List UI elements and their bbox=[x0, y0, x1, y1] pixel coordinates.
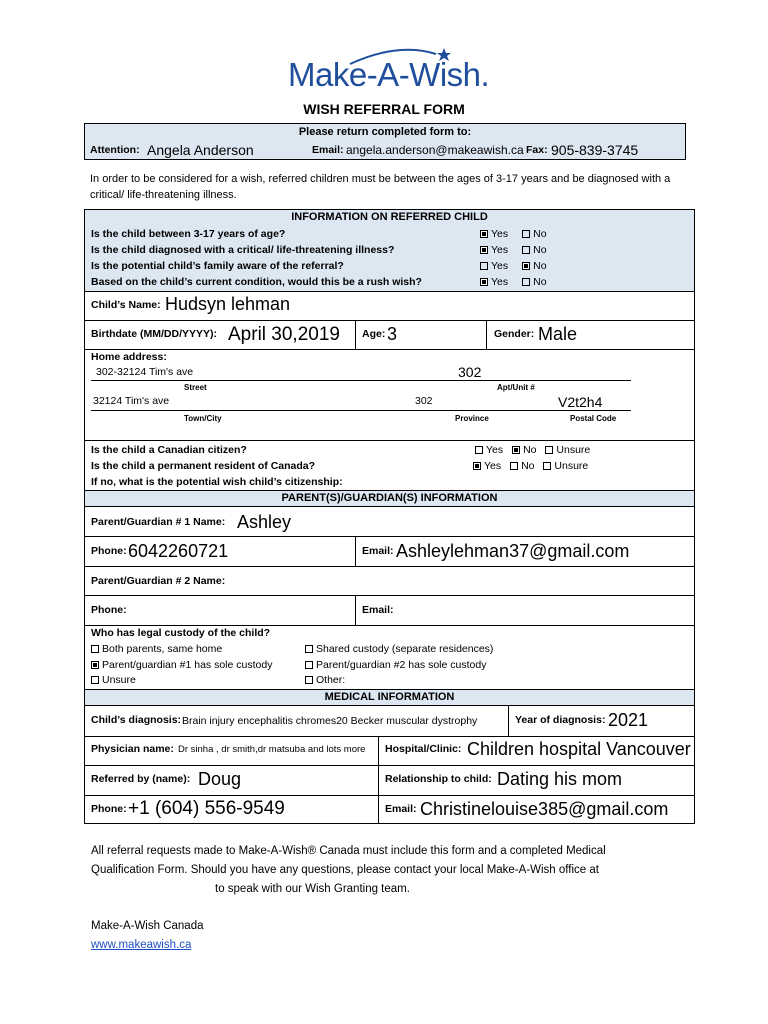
resident-yes-checkbox[interactable] bbox=[473, 462, 481, 470]
citizen-yes-checkbox[interactable] bbox=[475, 446, 483, 454]
attention-value[interactable]: Angela Anderson bbox=[147, 142, 254, 158]
no-label: No bbox=[533, 260, 547, 272]
custody-unsure-option bbox=[91, 674, 136, 686]
street-caption: Street bbox=[184, 383, 207, 392]
custody-unsure-checkbox[interactable] bbox=[91, 676, 99, 684]
citizen-no-checkbox[interactable] bbox=[512, 446, 520, 454]
no-label: No bbox=[533, 228, 547, 240]
custody-question: Who has legal custody of the child? bbox=[91, 627, 271, 639]
custody-both-option bbox=[91, 643, 222, 655]
relationship-value[interactable]: Dating his mom bbox=[497, 769, 623, 789]
logo-text: Make-A-Wish. bbox=[288, 56, 490, 93]
yes-checkbox[interactable] bbox=[480, 246, 488, 254]
town-value[interactable]: 32124 Tim's ave bbox=[93, 395, 170, 407]
child-heading: INFORMATION ON REFERRED CHILD bbox=[291, 211, 488, 223]
parent-header bbox=[84, 490, 695, 507]
custody-p1-checkbox[interactable] bbox=[91, 661, 99, 669]
birthdate-value[interactable]: April 30,2019 bbox=[228, 324, 340, 345]
diagnosis-label: Child’s diagnosis: bbox=[91, 714, 182, 726]
parent2-phone-label: Phone: bbox=[91, 604, 127, 616]
custody-p1-option bbox=[91, 659, 272, 671]
custody-unsure-label: Unsure bbox=[102, 674, 136, 686]
custody-other-label: Other: bbox=[316, 674, 346, 686]
town-caption: Town/City bbox=[184, 414, 222, 423]
custody-other-option bbox=[305, 674, 345, 686]
postal-caption: Postal Code bbox=[570, 414, 617, 423]
parent1-email-value[interactable]: Ashleylehman37@gmail.com bbox=[396, 541, 630, 561]
referrer-phone-value[interactable]: +1 (604) 556-9549 bbox=[128, 798, 285, 819]
footer-org: Make-A-Wish Canada bbox=[91, 920, 204, 932]
citizen-options bbox=[475, 444, 590, 456]
no-label: No bbox=[533, 244, 547, 256]
child-header bbox=[84, 209, 695, 226]
medical-header bbox=[84, 689, 695, 706]
no-checkbox[interactable] bbox=[522, 230, 530, 238]
parent1-phone-value[interactable]: 6042260721 bbox=[128, 541, 229, 561]
parent1-name-value[interactable]: Ashley bbox=[237, 512, 292, 532]
eligibility-question: Is the child diagnosed with a critical/ life-threatening illness? bbox=[91, 244, 395, 256]
make-a-wish-logo bbox=[288, 42, 488, 92]
parent2-email-label: Email: bbox=[362, 604, 394, 616]
parent1-name-label: Parent/Guardian # 1 Name: bbox=[91, 516, 226, 528]
apt-value[interactable]: 302 bbox=[458, 364, 482, 380]
eligibility-question: Is the potential child’s family aware of the referral? bbox=[91, 260, 344, 272]
resident-yes-label: Yes bbox=[484, 460, 502, 472]
no-checkbox[interactable] bbox=[522, 262, 530, 270]
street-value[interactable]: 302-32124 Tim's ave bbox=[96, 366, 194, 378]
no-label: No bbox=[533, 276, 547, 288]
custody-p2-option bbox=[305, 659, 486, 671]
custody-both-label: Both parents, same home bbox=[102, 643, 223, 655]
custody-shared-option bbox=[305, 643, 493, 655]
year-value[interactable]: 2021 bbox=[608, 710, 649, 730]
referrer-email-value[interactable]: Christinelouise385@gmail.com bbox=[420, 799, 669, 819]
yes-label: Yes bbox=[491, 276, 509, 288]
resident-no-label: No bbox=[521, 460, 535, 472]
resident-unsure-label: Unsure bbox=[554, 460, 589, 472]
home-address-label: Home address: bbox=[91, 351, 167, 363]
year-label: Year of diagnosis: bbox=[515, 714, 606, 726]
birthdate-label: Birthdate (MM/DD/YYYY): bbox=[91, 328, 217, 340]
diagnosis-value[interactable]: Brain injury encephalitis chromes20 Becker muscular dystrophy bbox=[182, 715, 478, 727]
custody-shared-label: Shared custody (separate residences) bbox=[316, 643, 494, 655]
referred-by-label: Referred by (name): bbox=[91, 773, 191, 785]
footer-url-link[interactable]: www.makeawish.ca bbox=[91, 939, 192, 951]
fax-label: Fax: bbox=[526, 144, 548, 156]
referrer-email-label: Email: bbox=[385, 803, 417, 815]
hospital-value[interactable]: Children hospital Vancouver bbox=[467, 739, 691, 759]
footer-line-3: to speak with our Wish Granting team. bbox=[215, 883, 410, 895]
medical-heading: MEDICAL INFORMATION bbox=[324, 691, 455, 703]
relationship-label: Relationship to child: bbox=[385, 773, 492, 785]
resident-no-checkbox[interactable] bbox=[510, 462, 518, 470]
yes-checkbox[interactable] bbox=[480, 230, 488, 238]
footer-line-1: All referral requests made to Make-A-Wish® Canada must include this form and a completed Medical bbox=[91, 845, 606, 857]
footer-line-2: Qualification Form. Should you have any questions, please contact your local Make-A-Wish office at bbox=[91, 864, 599, 876]
return-email-value[interactable]: angela.anderson@makeawish.ca bbox=[346, 143, 524, 157]
return-box bbox=[84, 123, 686, 160]
child-name-label: Child’s Name: bbox=[91, 299, 161, 311]
apt-caption: Apt/Unit # bbox=[497, 383, 535, 392]
eligibility-options bbox=[480, 260, 547, 272]
eligibility-options bbox=[480, 276, 547, 288]
province-value[interactable]: 302 bbox=[415, 395, 433, 407]
referrer-phone-label: Phone: bbox=[91, 803, 127, 815]
province-caption: Province bbox=[455, 414, 489, 423]
attention-label: Attention: bbox=[90, 144, 140, 156]
form-title: WISH REFERRAL FORM bbox=[303, 101, 465, 117]
parent1-email-label: Email: bbox=[362, 545, 394, 557]
child-name-value[interactable]: Hudsyn lehman bbox=[165, 294, 291, 314]
custody-other-checkbox[interactable] bbox=[305, 676, 313, 684]
resident-question: Is the child a permanent resident of Canada? bbox=[91, 460, 316, 472]
age-label: Age: bbox=[362, 328, 386, 340]
resident-options bbox=[473, 460, 588, 472]
custody-p1-label: Parent/guardian #1 has sole custody bbox=[102, 659, 273, 671]
intro-text: In order to be considered for a wish, referred children must be between the ages of 3-17 years and be diagnosed with a critical/ life-threatening illness. bbox=[90, 173, 671, 201]
citizen-unsure-checkbox[interactable] bbox=[545, 446, 553, 454]
return-email-label: Email: bbox=[312, 144, 344, 156]
return-heading: Please return completed form to: bbox=[298, 126, 472, 138]
gender-label: Gender: bbox=[494, 328, 535, 340]
citizen-question: Is the child a Canadian citizen? bbox=[91, 444, 247, 456]
parent-heading: PARENT(S)/GUARDIAN(S) INFORMATION bbox=[281, 492, 498, 504]
citizen-no-label: No bbox=[523, 444, 537, 456]
parent1-phone-label: Phone: bbox=[91, 545, 127, 557]
yes-label: Yes bbox=[491, 228, 509, 240]
age-value[interactable]: 3 bbox=[387, 324, 398, 344]
no-checkbox[interactable] bbox=[522, 246, 530, 254]
eligibility-question: Based on the child’s current condition, would this be a rush wish? bbox=[91, 276, 422, 288]
custody-both-checkbox[interactable] bbox=[91, 645, 99, 653]
physician-label: Physician name: bbox=[91, 743, 174, 755]
yes-checkbox[interactable] bbox=[480, 278, 488, 286]
citizen-unsure-label: Unsure bbox=[556, 444, 591, 456]
citizenship-question: If no, what is the potential wish child’s citizenship: bbox=[91, 476, 343, 488]
no-checkbox[interactable] bbox=[522, 278, 530, 286]
referred-by-value[interactable]: Doug bbox=[198, 769, 242, 789]
yes-checkbox[interactable] bbox=[480, 262, 488, 270]
custody-shared-checkbox[interactable] bbox=[305, 645, 313, 653]
hospital-label: Hospital/Clinic: bbox=[385, 743, 462, 755]
custody-p2-checkbox[interactable] bbox=[305, 661, 313, 669]
eligibility-options bbox=[480, 228, 547, 240]
postal-value[interactable]: V2t2h4 bbox=[558, 394, 603, 410]
custody-p2-label: Parent/guardian #2 has sole custody bbox=[316, 659, 487, 671]
physician-value[interactable]: Dr sinha , dr smith,dr matsuba and lots more bbox=[178, 744, 366, 755]
gender-value[interactable]: Male bbox=[538, 324, 578, 344]
resident-unsure-checkbox[interactable] bbox=[543, 462, 551, 470]
yes-label: Yes bbox=[491, 260, 509, 272]
parent2-name-label: Parent/Guardian # 2 Name: bbox=[91, 575, 226, 587]
citizen-yes-label: Yes bbox=[486, 444, 504, 456]
fax-value[interactable]: 905-839-3745 bbox=[551, 142, 639, 158]
yes-label: Yes bbox=[491, 244, 509, 256]
eligibility-question: Is the child between 3-17 years of age? bbox=[91, 228, 286, 240]
eligibility-options bbox=[480, 244, 547, 256]
